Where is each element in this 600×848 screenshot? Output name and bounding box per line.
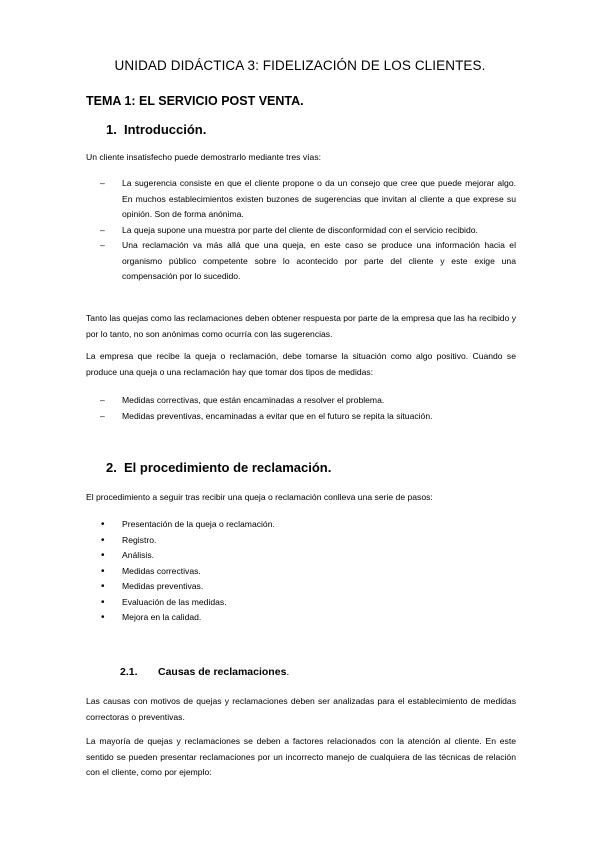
section-1-heading [106,122,206,137]
procedure-steps-list [100,517,516,626]
list-item: – Medidas preventivas, encaminadas a evitar que en el futuro se repita la situación. [100,409,516,425]
subsection-title-suffix: . [286,666,290,678]
list-item: – Una reclamación va más allá que una queja, en este caso se produce una información hacia el organismo público competente sobre lo acontecido por parte del cliente y este exige una compensación por lo sucedido. [100,238,516,285]
subsection-title: Causas de reclamaciones [158,666,287,678]
subsection-heading [120,666,289,678]
list-item: – La queja supone una muestra por parte del cliente de disconformidad con el servicio recibido. [100,223,516,239]
subsection-number: 2.1. [120,666,138,678]
list-item: • Medidas preventivas. [100,579,516,595]
list-item: • Mejora en la calidad. [100,610,516,626]
section-1-paragraph-1: Tanto las quejas como las reclamaciones deben obtener respuesta por parte de la empresa que las ha recibido y por lo tanto, no son anónimas como ocurría con las sugerencias. [86,313,516,339]
subsection-paragraph-2: La mayoría de quejas y reclamaciones se deben a factores relacionados con la atención al cliente. En este sentido se pueden presentar reclamaciones por un incorrecto manejo de cualquiera de las técnicas de relación con el cliente, como por ejemplo: [86,736,516,777]
list-item: • Análisis. [100,548,516,564]
section-1-intro: Un cliente insatisfecho puede demostrarlo mediante tres vías: [86,152,322,162]
list-item: – Medidas correctivas, que están encaminadas a resolver el problema. [100,393,516,409]
section-2-intro: El procedimiento a seguir tras recibir una queja o reclamación conlleva una serie de pasos: [86,492,433,502]
list-item: • Medidas correctivas. [100,564,516,580]
unit-title: UNIDAD DIDÁCTICA 3: FIDELIZACIÓN DE LOS CLIENTES. [114,58,486,73]
complaint-types-list [100,176,516,285]
section-title: El procedimiento de reclamación. [124,460,332,475]
list-item: • Evaluación de las medidas. [100,595,516,611]
section-number: 2. [106,460,117,475]
section-number: 1. [106,122,117,137]
list-item: • Registro. [100,533,516,549]
section-1-paragraph-2: La empresa que recibe la queja o reclamación, debe tomarse la situación como algo positivo. Cuando se produce una queja o una reclamación hay que tomar dos tipos de medidas: [86,351,516,377]
list-item: – La sugerencia consiste en que el cliente propone o da un consejo que cree que puede mejorar algo. En muchos establecimientos existen buzones de sugerencias que invitan al cliente a que exprese su opinión. Son de forma anónima. [100,176,516,223]
list-item: • Presentación de la queja o reclamación. [100,517,516,533]
section-title: Introducción. [124,122,207,137]
measures-list [100,393,516,424]
section-2-heading [106,460,331,475]
topic-title: TEMA 1: EL SERVICIO POST VENTA. [86,94,304,108]
subsection-paragraph-1: Las causas con motivos de quejas y reclamaciones deben ser analizadas para el establecimiento de medidas correctoras o preventivas. [86,696,516,722]
